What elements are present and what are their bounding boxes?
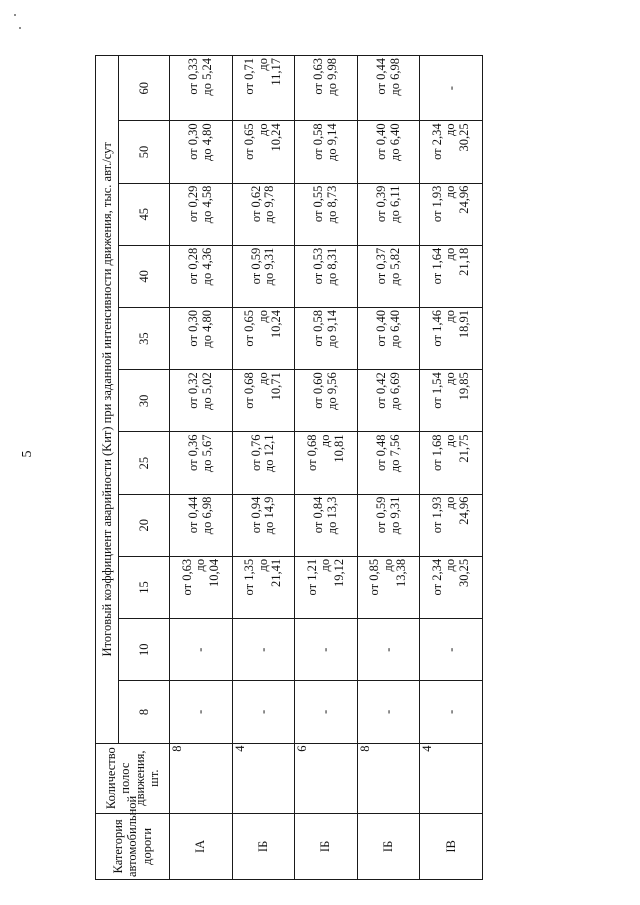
range-line: до: [193, 558, 208, 572]
coefficient-range-cell: [295, 245, 358, 307]
intensity-header-cell: 30: [119, 370, 170, 432]
range-line: от 0,28: [186, 247, 201, 285]
range-line: до: [380, 558, 395, 572]
lanes-cell: 6: [295, 743, 358, 813]
coefficient-range-cell: [170, 308, 233, 370]
intensity-header-cell: 15: [119, 556, 170, 618]
range-line: от 0,68: [242, 372, 257, 409]
range-line: от 0,32: [186, 372, 201, 409]
range-line: до 9,56: [324, 372, 339, 410]
range-line: от 2,34: [429, 558, 444, 596]
coefficient-range-cell: [420, 432, 483, 494]
range-line: до 6,40: [387, 310, 402, 348]
range-line: 30,25: [456, 123, 471, 152]
range-line: от 0,76: [248, 434, 263, 472]
range-line: от 0,65: [242, 310, 257, 347]
coefficient-range-cell: [295, 121, 358, 183]
page-number: 5: [20, 450, 35, 458]
range-line: 21,18: [456, 247, 471, 276]
range-line: от 0,44: [186, 496, 201, 534]
range-line: 10,24: [269, 310, 284, 339]
coefficient-range-cell: [170, 556, 233, 618]
coefficient-range-cell: [295, 56, 358, 121]
range-line: от 0,63: [179, 558, 194, 596]
range-line: до 8,31: [324, 247, 339, 286]
range-line: до: [443, 496, 458, 510]
range-line: 13,38: [394, 558, 409, 588]
range-line: от 0,40: [374, 310, 389, 347]
range-line: до: [443, 185, 458, 199]
coefficient-range-cell: [232, 494, 295, 556]
empty-value-cell: -: [420, 681, 483, 743]
intensity-header-cell: 40: [119, 245, 170, 307]
range-line: 10,04: [206, 558, 221, 588]
range-line: до 9,14: [324, 123, 339, 161]
coefficient-range-cell: [232, 121, 295, 183]
range-line: до 6,98: [387, 58, 402, 96]
category-cell: IБ: [357, 813, 420, 879]
range-line: до: [443, 558, 458, 572]
coefficient-range-cell: [357, 370, 420, 432]
empty-value-cell: -: [170, 681, 233, 743]
coefficient-range-cell: [232, 556, 295, 618]
range-line: до: [255, 123, 270, 136]
range-line: до 4,58: [199, 185, 214, 224]
coefficient-range-cell: [170, 494, 233, 556]
range-line: 10,24: [269, 123, 284, 152]
range-line: до 9,78: [262, 185, 277, 224]
range-line: до 5,67: [199, 434, 214, 473]
range-line: от 1,68: [429, 434, 444, 472]
coefficient-range-cell: [357, 494, 420, 556]
category-cell: IB: [420, 813, 483, 879]
range-line: от 0,30: [186, 310, 201, 347]
header-lanes: Количество полос движения, шт.: [96, 743, 170, 813]
range-line: до: [255, 558, 270, 572]
coefficient-range-cell: [357, 183, 420, 245]
empty-value-cell: -: [232, 619, 295, 681]
range-line: от 1,64: [429, 247, 444, 285]
lanes-cell: 8: [170, 743, 233, 813]
coefficient-range-cell: [232, 183, 295, 245]
intensity-header-cell: 45: [119, 183, 170, 245]
coefficient-range-cell: [295, 494, 358, 556]
range-line: от 0,39: [374, 185, 389, 223]
range-line: до 9,31: [387, 496, 402, 535]
range-line: 19,85: [456, 372, 471, 401]
empty-value-cell: -: [295, 681, 358, 743]
lanes-cell: 8: [357, 743, 420, 813]
coefficient-range-cell: [420, 245, 483, 307]
range-line: от 0,58: [311, 310, 326, 347]
coefficient-range-cell: [357, 432, 420, 494]
coefficient-range-cell: [357, 308, 420, 370]
range-line: 24,96: [456, 185, 471, 214]
range-line: до: [255, 310, 270, 323]
scan-speck: [19, 27, 21, 29]
table-body: [170, 56, 483, 880]
range-line: до 6,98: [199, 496, 214, 535]
range-line: до: [443, 372, 458, 385]
coefficient-range-cell: [170, 56, 233, 121]
range-line: 11,17: [269, 58, 284, 86]
coefficient-range-cell: [420, 494, 483, 556]
empty-value-cell: -: [357, 681, 420, 743]
range-line: 30,25: [456, 558, 471, 588]
range-line: от 1,46: [429, 310, 444, 347]
range-line: 18,91: [456, 310, 471, 339]
range-line: до 4,80: [199, 123, 214, 161]
range-line: от 0,85: [367, 558, 382, 596]
range-line: от 0,62: [248, 185, 263, 223]
range-line: от 0,59: [374, 496, 389, 534]
range-line: 10,81: [331, 434, 346, 463]
range-line: от 1,21: [304, 558, 319, 596]
range-line: до: [255, 372, 270, 385]
table-row: [170, 56, 233, 880]
range-line: до: [443, 310, 458, 323]
range-line: от 0,63: [311, 58, 326, 95]
coefficient-range-cell: [170, 121, 233, 183]
intensity-header-cell: 20: [119, 494, 170, 556]
range-line: до 14,9: [262, 496, 277, 535]
coefficient-range-cell: [295, 308, 358, 370]
coefficient-range-cell: [420, 556, 483, 618]
range-line: до 6,69: [387, 372, 402, 410]
empty-value-cell: -: [420, 56, 483, 121]
coefficient-range-cell: [420, 121, 483, 183]
empty-value-cell: -: [357, 619, 420, 681]
intensity-header-cell: 35: [119, 308, 170, 370]
empty-value-cell: -: [295, 619, 358, 681]
range-line: до 4,36: [199, 247, 214, 286]
table-row: [420, 56, 483, 880]
range-line: до 6,11: [387, 185, 402, 223]
range-line: от 0,29: [186, 185, 201, 223]
range-line: от 0,48: [374, 434, 389, 472]
intensity-header-cell: 60: [119, 56, 170, 121]
coefficient-range-cell: [357, 56, 420, 121]
range-line: до 5,82: [387, 247, 402, 286]
coefficient-range-cell: [232, 245, 295, 307]
range-line: до 5,24: [199, 58, 214, 96]
range-line: от 0,37: [374, 247, 389, 285]
range-line: 24,96: [456, 496, 471, 525]
range-line: от 0,36: [186, 434, 201, 472]
range-line: от 0,40: [374, 123, 389, 160]
range-line: до 13,3: [324, 496, 339, 535]
range-line: до: [318, 434, 333, 448]
range-line: 19,12: [331, 558, 346, 588]
range-line: до: [255, 58, 270, 71]
range-line: от 0,68: [304, 434, 319, 472]
coefficient-range-cell: [357, 121, 420, 183]
range-line: до 8,73: [324, 185, 339, 224]
range-line: до 5,02: [199, 372, 214, 410]
category-cell: IA: [170, 813, 233, 879]
coefficient-range-cell: [420, 183, 483, 245]
coefficient-range-cell: [357, 556, 420, 618]
range-line: до 9,14: [324, 310, 339, 348]
coefficient-range-cell: [295, 370, 358, 432]
range-line: от 0,44: [374, 58, 389, 95]
coefficient-range-cell: [232, 432, 295, 494]
empty-value-cell: -: [170, 619, 233, 681]
range-line: от 0,30: [186, 123, 201, 160]
range-line: до 12,1: [262, 434, 277, 473]
header-coefficient: Итоговый коэффициент аварийности (Kит) при заданной интенсивности движения, тыс. авт./сут: [96, 56, 119, 744]
range-line: от 0,71: [242, 58, 257, 95]
coefficient-range-cell: [357, 245, 420, 307]
lanes-cell: 4: [420, 743, 483, 813]
coefficient-range-cell: [420, 370, 483, 432]
table-row: [357, 56, 420, 880]
range-line: до: [318, 558, 333, 572]
intensity-header-cell: 50: [119, 121, 170, 183]
range-line: от 1,93: [429, 496, 444, 534]
coefficient-range-cell: [170, 183, 233, 245]
coefficient-range-cell: [295, 183, 358, 245]
range-line: до: [443, 123, 458, 136]
accident-coefficient-table: [95, 55, 483, 880]
coefficient-range-cell: [170, 432, 233, 494]
range-line: от 0,55: [311, 185, 326, 223]
range-line: до 4,80: [199, 310, 214, 348]
range-line: от 0,33: [186, 58, 201, 95]
range-line: от 1,93: [429, 185, 444, 223]
intensity-header-cell: 25: [119, 432, 170, 494]
range-line: 10,71: [269, 372, 284, 401]
rotated-table-frame: [95, 55, 483, 880]
range-line: от 0,42: [374, 372, 389, 409]
coefficient-range-cell: [295, 432, 358, 494]
category-cell: IБ: [295, 813, 358, 879]
range-line: до 9,31: [262, 247, 277, 286]
range-line: от 1,54: [429, 372, 444, 409]
category-cell: IБ: [232, 813, 295, 879]
coefficient-range-cell: [420, 308, 483, 370]
intensity-header-cell: 8: [119, 681, 170, 743]
empty-value-cell: -: [232, 681, 295, 743]
range-line: до 7,56: [387, 434, 402, 473]
range-line: от 2,34: [429, 123, 444, 160]
coefficient-range-cell: [295, 556, 358, 618]
table-row: [232, 56, 295, 880]
coefficient-range-cell: [232, 56, 295, 121]
intensity-header-cell: 10: [119, 619, 170, 681]
coefficient-range-cell: [170, 245, 233, 307]
range-line: от 0,84: [311, 496, 326, 534]
header-category: Категория автомобильной дороги: [96, 813, 170, 879]
coefficient-range-cell: [170, 370, 233, 432]
lanes-cell: 4: [232, 743, 295, 813]
range-line: 21,75: [456, 434, 471, 463]
range-line: до: [443, 434, 458, 448]
range-line: от 0,53: [311, 247, 326, 285]
range-line: от 0,59: [248, 247, 263, 285]
range-line: от 0,58: [311, 123, 326, 160]
range-line: от 1,35: [242, 558, 257, 596]
range-line: до 9,98: [324, 58, 339, 96]
scan-speck: [14, 14, 16, 16]
range-line: до: [443, 247, 458, 261]
range-line: 21,41: [269, 558, 284, 588]
coefficient-range-cell: [232, 370, 295, 432]
range-line: до 6,40: [387, 123, 402, 161]
range-line: от 0,94: [248, 496, 263, 534]
range-line: от 0,65: [242, 123, 257, 160]
range-line: от 0,60: [311, 372, 326, 409]
coefficient-range-cell: [232, 308, 295, 370]
table-row: [295, 56, 358, 880]
empty-value-cell: -: [420, 619, 483, 681]
